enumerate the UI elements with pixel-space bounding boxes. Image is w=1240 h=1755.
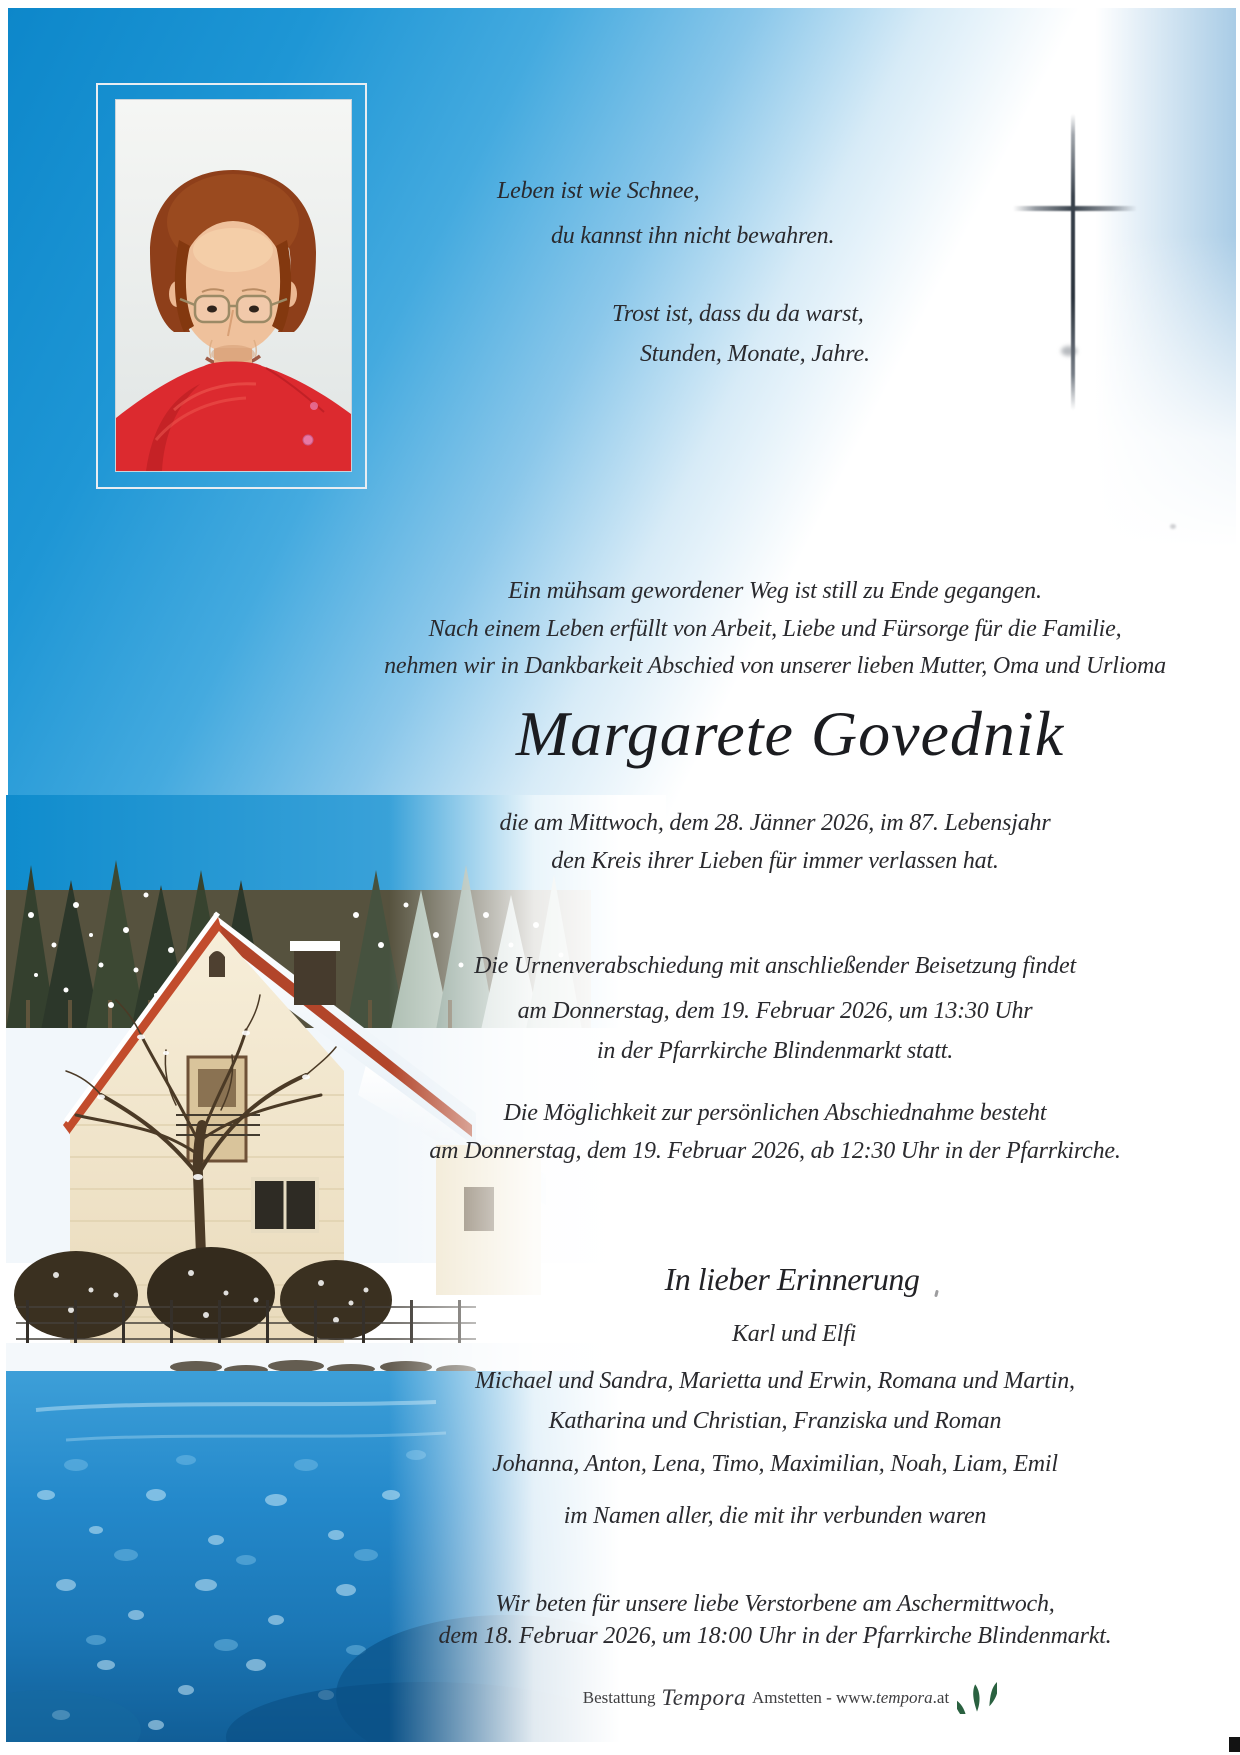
intro-line-3: nehmen wir in Dankbarkeit Abschied von unserer lieben Mutter, Oma und Urlioma (384, 653, 1166, 679)
scan-speck (934, 1290, 939, 1298)
portrait-photo (115, 99, 352, 472)
corner-print-mark (1229, 1737, 1240, 1752)
scene-white-fade (6, 795, 666, 1742)
footer-middle: Amstetten - www. (751, 1688, 876, 1707)
prayer-line-2: dem 18. Februar 2026, um 18:00 Uhr in der Pfarrkirche Blindenmarkt. (438, 1623, 1112, 1649)
poem-line-2: du kannst ihn nicht bewahren. (551, 223, 835, 249)
leaf-logo (957, 1682, 997, 1714)
poem-line-4: Stunden, Monate, Jahre. (640, 341, 870, 367)
deceased-name: Margarete Govednik (515, 698, 1065, 769)
cross-tip-smudge (1061, 346, 1077, 356)
cross-horizontal-icon (1013, 206, 1137, 211)
death-line-1: die am Mittwoch, dem 28. Jänner 2026, im 87. Lebensjahr (499, 810, 1051, 836)
intro-line-2: Nach einem Leben erfüllt von Arbeit, Liebe und Fürsorge für die Familie, (428, 616, 1122, 642)
funeral-home-brand: Tempora (661, 1685, 746, 1710)
prayer-line-1: Wir beten für unsere liebe Verstorbene am Aschermittwoch, (495, 1591, 1055, 1617)
service-line-1: Die Urnenverabschiedung mit anschließender Beisetzung findet (474, 953, 1076, 979)
winter-house-photo (6, 795, 666, 1742)
footer-domain: tempora (875, 1688, 933, 1707)
funeral-home-prefix: Bestattung (582, 1688, 656, 1707)
mourners-line-2: Michael und Sandra, Marietta und Erwin, Romana und Martin, (475, 1368, 1075, 1394)
service-line-3: in der Pfarrkirche Blindenmarkt statt. (596, 1038, 954, 1064)
cross-vertical-icon (1071, 114, 1075, 410)
poem-line-3: Trost ist, dass du da warst, (612, 301, 864, 327)
intro-line-1: Ein mühsam gewordener Weg ist still zu Ende gegangen. (508, 578, 1042, 604)
farewell-line-1: Die Möglichkeit zur persönlichen Abschiednahme besteht (503, 1100, 1047, 1126)
mourners-line-4: Johanna, Anton, Lena, Timo, Maximilian, Noah, Liam, Emil (492, 1451, 1058, 1477)
footer-suffix: .at (932, 1688, 950, 1707)
funeral-home-footer (300, 1682, 1240, 1714)
mourners-line-3: Katharina und Christian, Franziska und Roman (548, 1408, 1002, 1434)
memorial-cross (1013, 114, 1137, 414)
memory-closing: im Namen aller, die mit ihr verbunden waren (563, 1503, 987, 1529)
poem-line-1: Leben ist wie Schnee, (497, 178, 700, 204)
farewell-line-2: am Donnerstag, dem 19. Februar 2026, ab 12:30 Uhr in der Pfarrkirche. (429, 1138, 1121, 1164)
service-line-2: am Donnerstag, dem 19. Februar 2026, um 13:30 Uhr (517, 998, 1033, 1024)
winter-scene-illustration (6, 795, 666, 1742)
death-line-2: den Kreis ihrer Lieben für immer verlassen hat. (551, 848, 999, 874)
memory-heading: In lieber Erinnerung (664, 1261, 920, 1297)
mourners-line-1: Karl und Elfi (731, 1321, 857, 1347)
scan-speck (1170, 524, 1176, 529)
portrait-illustration (116, 100, 351, 471)
